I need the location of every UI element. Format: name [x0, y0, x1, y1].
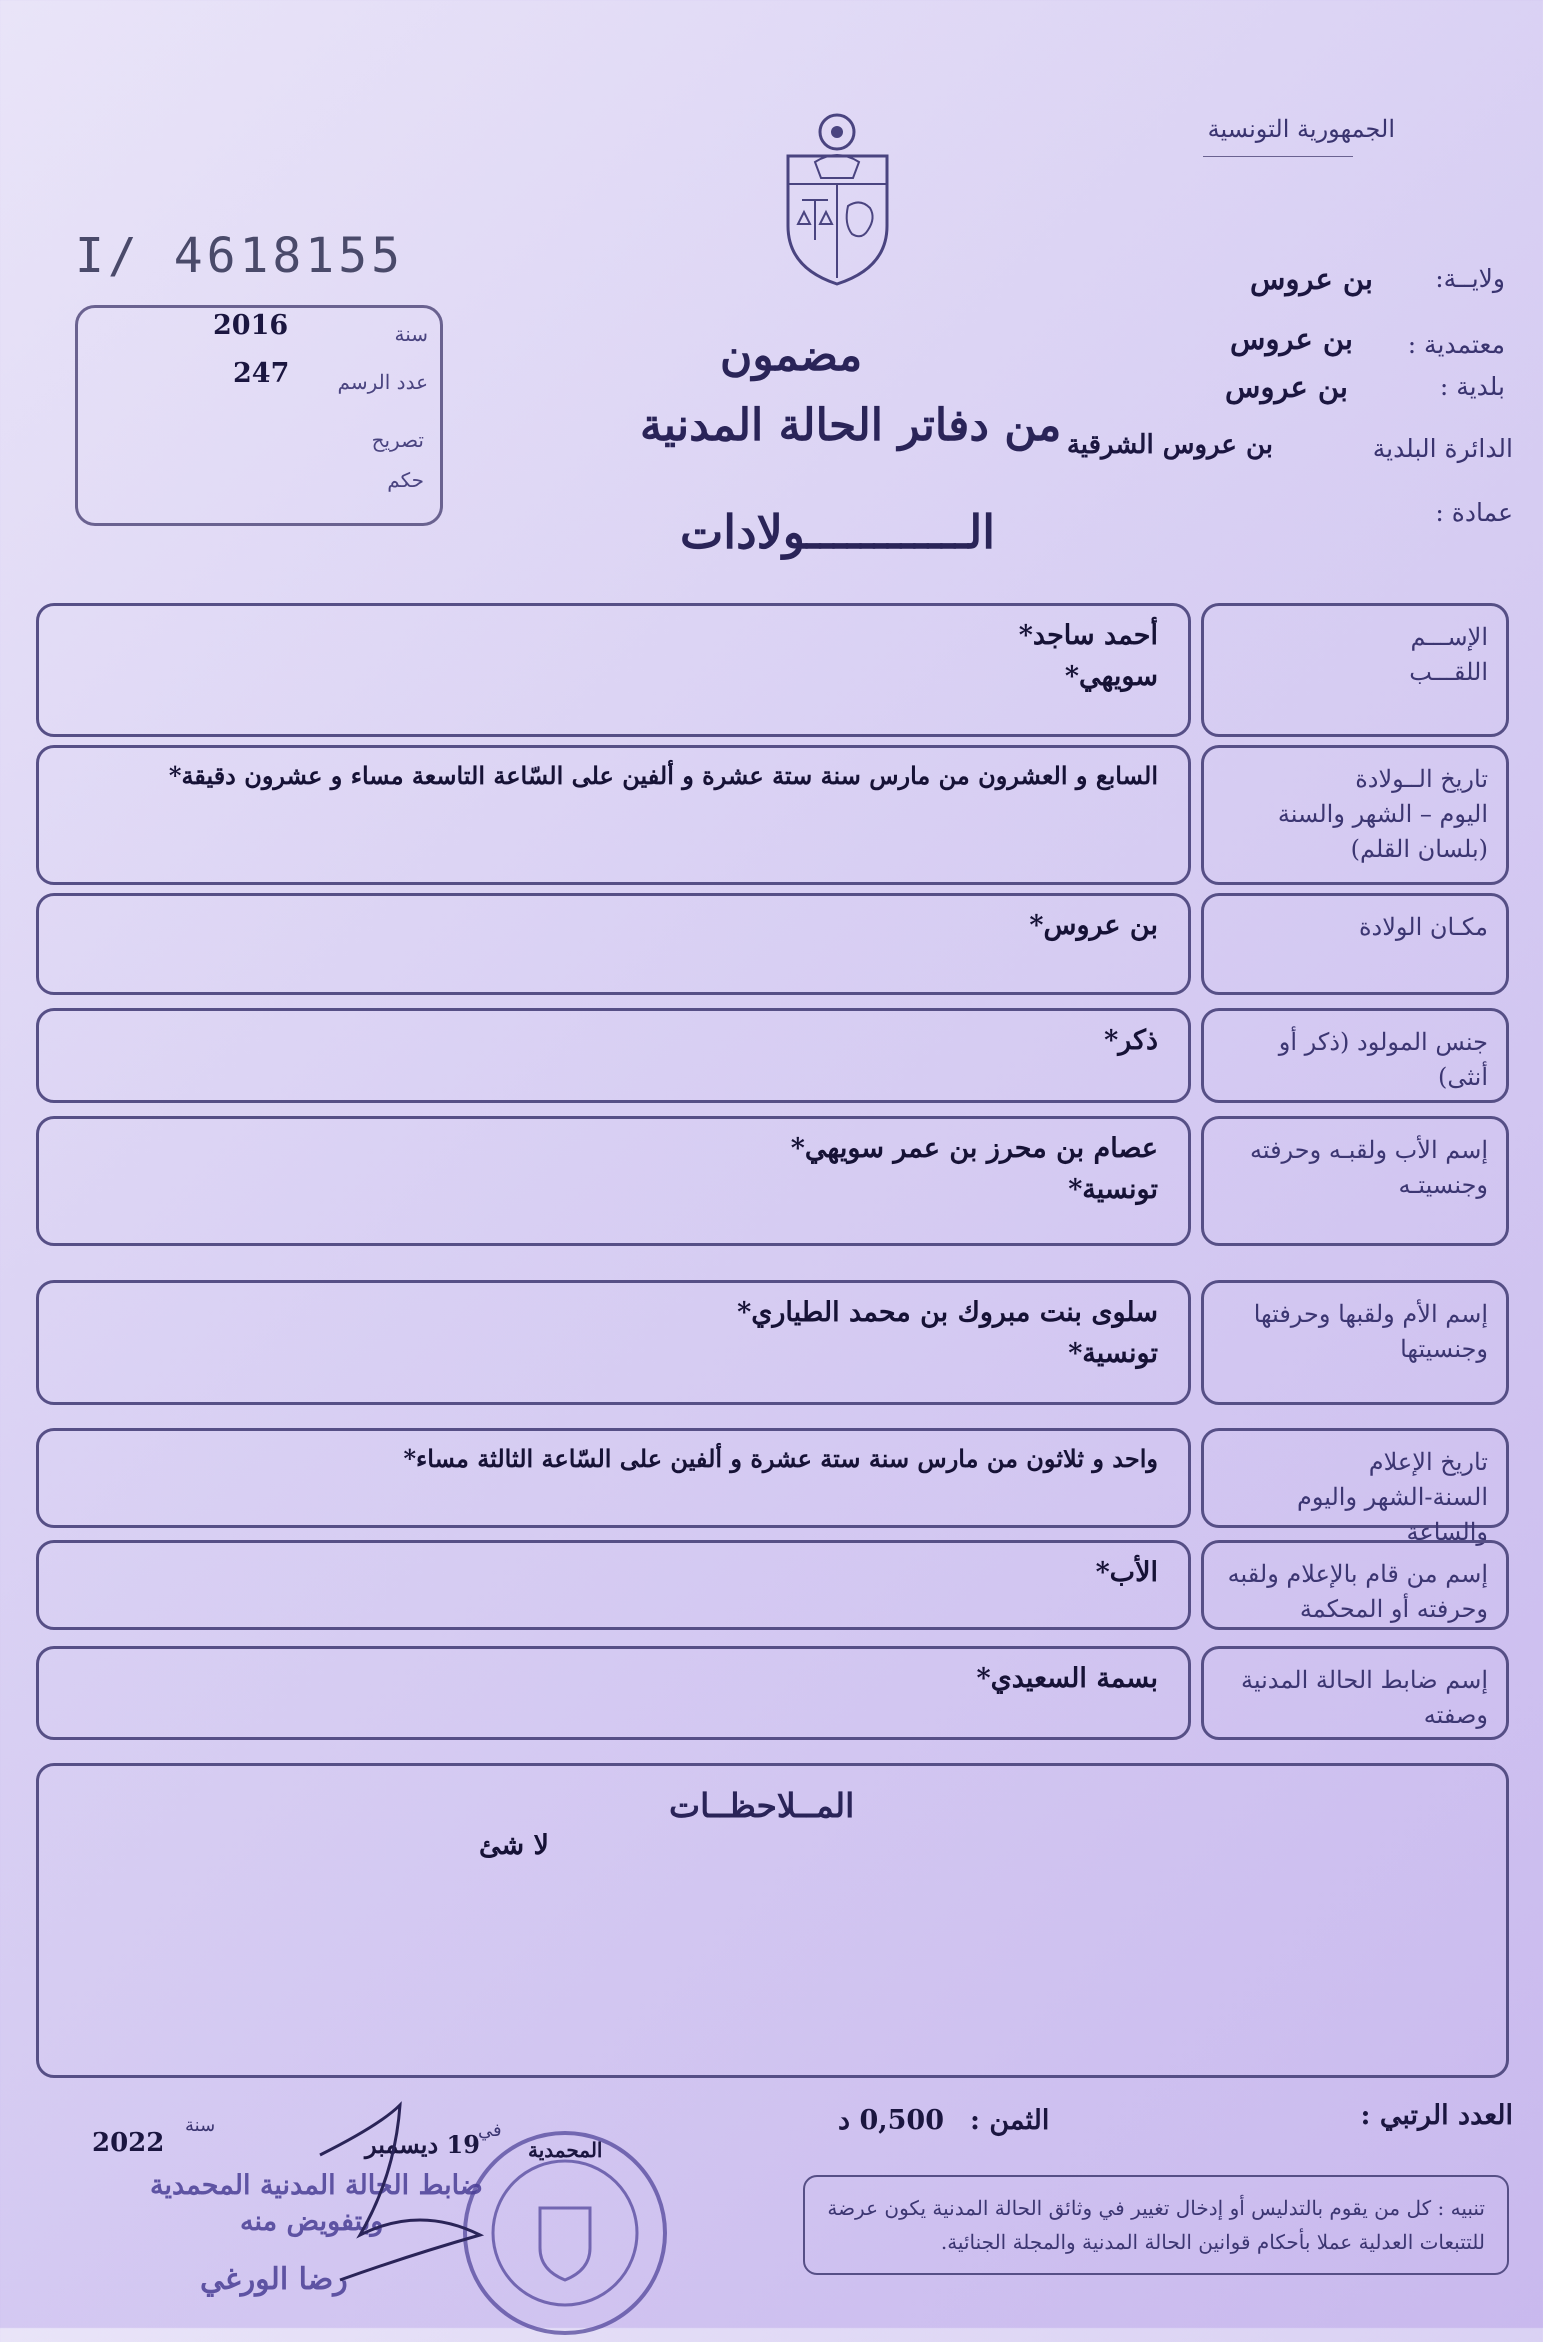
row-label-box [1201, 893, 1509, 995]
issue-year-value: 2022 [92, 2128, 165, 2158]
row-label: وجنسيتها [1400, 1334, 1488, 1363]
title-extract: مضمون [720, 330, 863, 381]
row-value: سويهي* [1064, 660, 1158, 692]
row-value: سلوى بنت مبروك بن محمد الطياري* [737, 1297, 1158, 1328]
row-label: إسم الأم ولقبها وحرفتها [1253, 1300, 1488, 1328]
registry-box [75, 305, 443, 526]
row-value: الأب* [1095, 1557, 1158, 1588]
row-label-box [1201, 1540, 1509, 1630]
row-label: وجنسيتـه [1398, 1170, 1488, 1199]
municipality-label: بلدية : [1439, 372, 1505, 401]
delegation-value: بن عروس [1230, 322, 1353, 356]
row-label: السنة-الشهر واليوم والساعة [1296, 1482, 1488, 1546]
row-label-box [1201, 1008, 1509, 1103]
row-value: ذكر* [1104, 1025, 1158, 1056]
issue-in-label: في [478, 2120, 502, 2141]
title-births: الــــــــــــولادات [680, 505, 996, 559]
row-label-box [1201, 603, 1509, 737]
registry-declaration-label: تصريح [371, 428, 424, 452]
serial-number: I/ 4618155 [75, 228, 404, 284]
row-value-box [36, 1280, 1191, 1405]
district-label: الدائرة البلدية [1372, 434, 1513, 463]
row-value-box [36, 1008, 1191, 1103]
district-value: بن عروس الشرقية [1066, 430, 1273, 460]
row-value-box [36, 603, 1191, 737]
issue-year-label: سنة [185, 2115, 216, 2136]
row-label: مكـان الولادة [1358, 913, 1488, 941]
row-value: السابع و العشرون من مارس سنة ستة عشرة و ألفين على السّاعة التاسعة مساء و عشرون دقيقة* [168, 761, 1158, 790]
row-value: عصام بن محرز بن عمر سويهي* [790, 1133, 1158, 1164]
registry-judgment-label: حكم [387, 468, 424, 492]
row-value-box [36, 1116, 1191, 1246]
row-label-box [1201, 1280, 1509, 1405]
officer-stamp-line1: ضابط الحالة المدنية المحمدية [150, 2170, 483, 2201]
handwritten-signature-icon [300, 2095, 500, 2295]
delegation-label: معتمدية : [1407, 330, 1505, 359]
row-label-box [1201, 745, 1509, 885]
row-value-box [36, 1540, 1191, 1630]
tunisia-coat-of-arms-icon [780, 108, 895, 288]
row-label: (بلسان القلم) [1350, 834, 1488, 863]
wilaya-value: بن عروس [1250, 262, 1373, 296]
row-value: تونسية* [1068, 1337, 1158, 1369]
row-label: إسم من قام بالإعلام ولقبه [1227, 1560, 1488, 1588]
officer-name: رضا الورغي [200, 2262, 348, 2297]
row-label-box [1201, 1428, 1509, 1546]
row-label: تاريخ الإعلام [1368, 1448, 1488, 1476]
price-label: الثمن : [970, 2105, 1050, 2136]
price-value: 0,500 د [838, 2105, 944, 2136]
issue-day-month: 19 ديسمبر [365, 2130, 480, 2159]
wilaya-label: ولايــة: [1435, 264, 1505, 293]
row-value: تونسية* [1068, 1173, 1158, 1205]
row-value: بسمة السعيدي* [976, 1663, 1158, 1694]
row-label: وصفته [1423, 1700, 1488, 1729]
republic-heading: الجمهورية التونسية [1207, 115, 1395, 143]
row-value: واحد و ثلاثون من مارس سنة ستة عشرة و ألفين على السّاعة الثالثة مساء* [403, 1444, 1158, 1473]
imada-label: عمادة : [1435, 498, 1513, 527]
row-value-box [36, 745, 1191, 885]
row-label: جنس المولود (ذكر أو أنثى) [1278, 1028, 1488, 1091]
registry-number-value: 247 [233, 358, 290, 389]
remarks-title: المــلاحظــات [669, 1786, 855, 1825]
row-label: تاريخ الــولادة [1355, 765, 1488, 793]
legal-notice: تنبيه : كل من يقوم بالتدليس أو إدخال تغيير في وثائق الحالة المدنية يكون عرضة للتتبعات العدلية عملا بأحكام قوانين الحالة المدنية والمجلة الجنائية. [803, 2175, 1509, 2275]
issue-place: المحمدية [528, 2138, 603, 2162]
row-label: الإســـم [1410, 623, 1488, 651]
row-value-box [36, 893, 1191, 995]
row-label: إسم الأب ولقبـه وحرفته [1249, 1136, 1488, 1164]
row-label: اللقـــب [1409, 657, 1488, 686]
row-label: إسم ضابط الحالة المدنية [1241, 1666, 1488, 1694]
registry-number-label: عدد الرسم [337, 370, 428, 394]
row-label-box [1201, 1646, 1509, 1740]
officer-stamp-line2: وبتفويض منه [240, 2206, 384, 2237]
row-value: أحمد ساجد* [1018, 620, 1158, 651]
registry-year-value: 2016 [213, 310, 289, 341]
ordinal-number-label: العدد الرتبي : [1360, 2100, 1513, 2131]
remarks-box [36, 1763, 1509, 2078]
row-label-box [1201, 1116, 1509, 1246]
registry-year-label: سنة [394, 322, 428, 346]
row-value-box [36, 1646, 1191, 1740]
title-registers: من دفاتر الحالة المدنية [640, 400, 1062, 451]
row-label: وحرفته أو المحكمة [1299, 1594, 1488, 1623]
row-value: بن عروس* [1029, 910, 1158, 941]
remarks-value: لا شئ [479, 1830, 549, 1861]
municipality-value: بن عروس [1225, 370, 1348, 404]
republic-underline [1203, 156, 1353, 157]
row-value-box [36, 1428, 1191, 1528]
row-label: اليوم – الشهر والسنة [1277, 799, 1488, 828]
